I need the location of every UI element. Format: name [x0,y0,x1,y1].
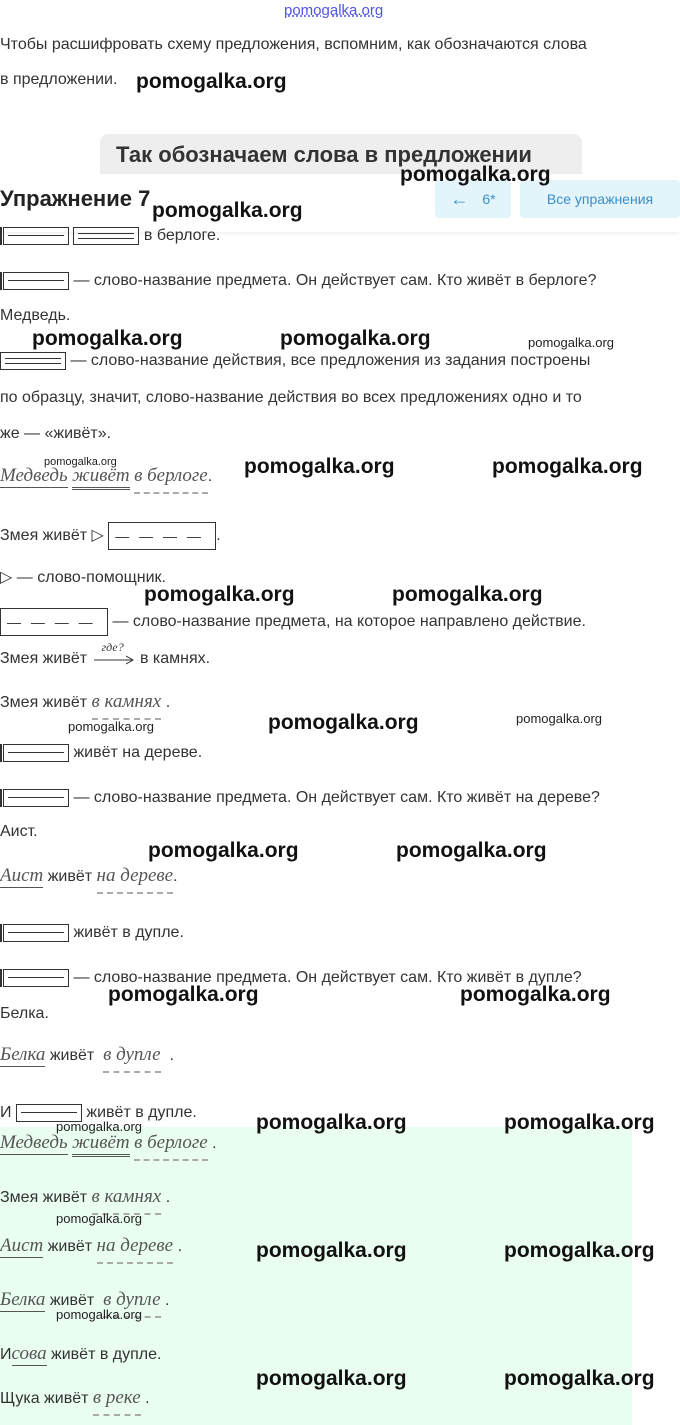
watermark: pomogalka.org [392,583,543,606]
subject-scheme-box [3,924,69,942]
rule-card-title: Так обозначаем слова в предложении [116,142,532,167]
watermark: pomogalka.org [504,1239,655,1262]
subject-mark [0,227,2,245]
line-dot: . [165,1292,170,1309]
watermark: pomogalka.org [516,711,602,726]
line-text: живёт [47,868,93,885]
answer-sentence-2 [0,1187,170,1208]
watermark: pomogalka.org [56,1211,142,1226]
hand-object: в реке [93,1387,141,1416]
line-dot: . [207,468,213,485]
prev-exercise-label: 6* [482,191,496,207]
hand-subject: Аист [0,1235,44,1256]
watermark: pomogalka.org [68,719,154,734]
answer-word-2: Аист. [0,823,38,840]
watermark: pomogalka.org [152,199,303,222]
predicate-explanation-2: по образцу, значит, слово-название действия во всех предложениях одно и то [0,389,582,406]
answer-sentence-3 [0,1236,182,1257]
watermark: pomogalka.org [244,455,395,478]
watermark: pomogalka.org [280,327,431,350]
line-text: живёт в дупле. [86,1104,197,1121]
subject-mark [0,789,2,807]
intro-line-1: Чтобы расшифровать схему предложения, вспомним, как обозначаются слова [0,36,587,53]
hand-object: в берлоге [134,465,208,494]
question-label: где? [101,639,124,654]
watermark: pomogalka.org [32,327,183,350]
line-dot: . [216,527,221,545]
scheme-line-1 [0,226,220,246]
line-text: живёт в дупле. [51,1346,162,1363]
watermark: pomogalka.org [492,455,643,478]
watermark: pomogalka.org [256,1239,407,1262]
line-text: — слово-название предмета. Он действует сам. Кто живёт на дереве? [73,789,600,806]
line-text: живёт [49,1047,95,1064]
subject-mark [0,272,2,290]
watermark: pomogalka.org [108,983,259,1006]
watermark: pomogalka.org [148,839,299,862]
object-scheme-box [0,608,108,636]
answer-sentence-5 [0,1344,161,1365]
line-text: — слово-название предмета. Он действует сам. Кто живёт в берлоге? [73,272,597,289]
scheme-line-tree [0,743,202,763]
watermark: pomogalka.org [136,70,287,93]
watermark: pomogalka.org [396,839,547,862]
line-dot: . [212,1135,217,1152]
line-text: Змея живёт [0,1189,88,1206]
handwritten-sentence-2 [0,692,170,713]
watermark: pomogalka.org [400,163,551,186]
watermark: pomogalka.org [460,983,611,1006]
all-exercises-label: Все упражнения [546,191,654,207]
predicate-scheme-box [73,227,139,245]
answer-sentence-6 [0,1388,150,1409]
watermark: pomogalka.org [56,1119,142,1134]
scheme-line-snake [0,522,221,550]
subject-scheme-box [3,272,69,290]
line-text: И [0,1346,12,1363]
line-dot: . [173,868,178,885]
line-text: Змея живёт [0,650,88,667]
helper-word-explanation: ▷ — слово-помощник. [0,569,166,586]
watermark: pomogalka.org [256,1111,407,1134]
subject-explanation-2 [0,788,600,808]
hand-subject: Белка [0,1289,46,1310]
line-text: живёт [49,1292,95,1309]
hand-predicate: живёт [72,465,130,490]
line-text: в камнях. [139,650,211,667]
question-line-snake [0,639,211,669]
hand-object: в берлоге [134,1132,208,1161]
watermark: pomogalka.org [528,335,614,350]
top-watermark: pomogalka.org [284,2,384,19]
hand-object: в дупле [103,1289,160,1318]
line-text: И [0,1104,12,1121]
line-text: Змея живёт [0,694,88,711]
hand-object: в камнях [92,1186,162,1215]
line-dot: . [169,1047,174,1064]
hand-object: на дереве [97,1235,174,1264]
line-text: Змея живёт ▷ [0,527,104,545]
subject-scheme-box [3,744,69,762]
watermark: pomogalka.org [256,1367,407,1390]
object-scheme-box [108,522,216,550]
line-text: — слово-название предмета, на которое направлено действие. [112,613,586,631]
hand-subject: сова [11,1343,47,1364]
line-dot: . [165,1189,171,1206]
subject-mark [0,969,2,987]
line-dot: . [165,694,171,711]
hand-object: в камнях [92,691,162,720]
predicate-explanation [0,351,590,371]
line-text: в берлоге. [143,227,221,244]
line-dot: . [145,1390,150,1407]
watermark: pomogalka.org [56,1307,142,1322]
answer-word-3: Белка. [0,1005,49,1022]
question-arrow [92,639,136,667]
line-text: живёт в дупле. [73,924,184,941]
handwritten-sentence-3 [0,866,178,887]
line-text: Щука живёт [0,1390,89,1407]
object-explanation [0,608,586,636]
line-text: — слово-название действия, все предложения из задания построены [70,352,591,369]
handwritten-sentence-1 [0,466,212,487]
hand-subject: Белка [0,1044,46,1065]
subject-scheme-box [3,789,69,807]
answer-word-1: Медведь. [0,307,71,324]
page-title: Упражнение 7 [0,186,151,211]
scheme-line-hollow [0,923,184,943]
watermark: pomogalka.org [504,1111,655,1134]
subject-scheme-box [3,227,69,245]
hand-object: на дереве [97,865,174,894]
subject-scheme-box [3,969,69,987]
hand-subject: Медведь [0,465,68,486]
line-text: живёт на дереве. [73,744,203,761]
line-text: — слово-название предмета. Он действует сам. Кто живёт в дупле? [73,969,582,986]
line-dot: . [177,1238,183,1255]
hand-subject: Медведь [0,1132,68,1153]
subject-explanation-1 [0,271,596,291]
hand-subject: Аист [0,865,44,886]
predicate-scheme-box [0,352,66,370]
watermark: pomogalka.org [268,711,419,734]
watermark: pomogalka.org [44,456,117,468]
line-text: живёт [47,1238,93,1255]
predicate-explanation-3: же — «живёт». [0,425,112,442]
hand-predicate: живёт [72,1132,130,1157]
answer-sentence-1 [0,1133,217,1154]
subject-mark [0,744,2,762]
watermark: pomogalka.org [144,583,295,606]
subject-mark [0,924,2,942]
handwritten-sentence-4 [0,1045,174,1066]
intro-line-2: в предложении. [0,71,118,88]
watermark: pomogalka.org [504,1367,655,1390]
hand-object: в дупле [103,1044,160,1073]
arrow-left-icon: ← [450,188,469,209]
